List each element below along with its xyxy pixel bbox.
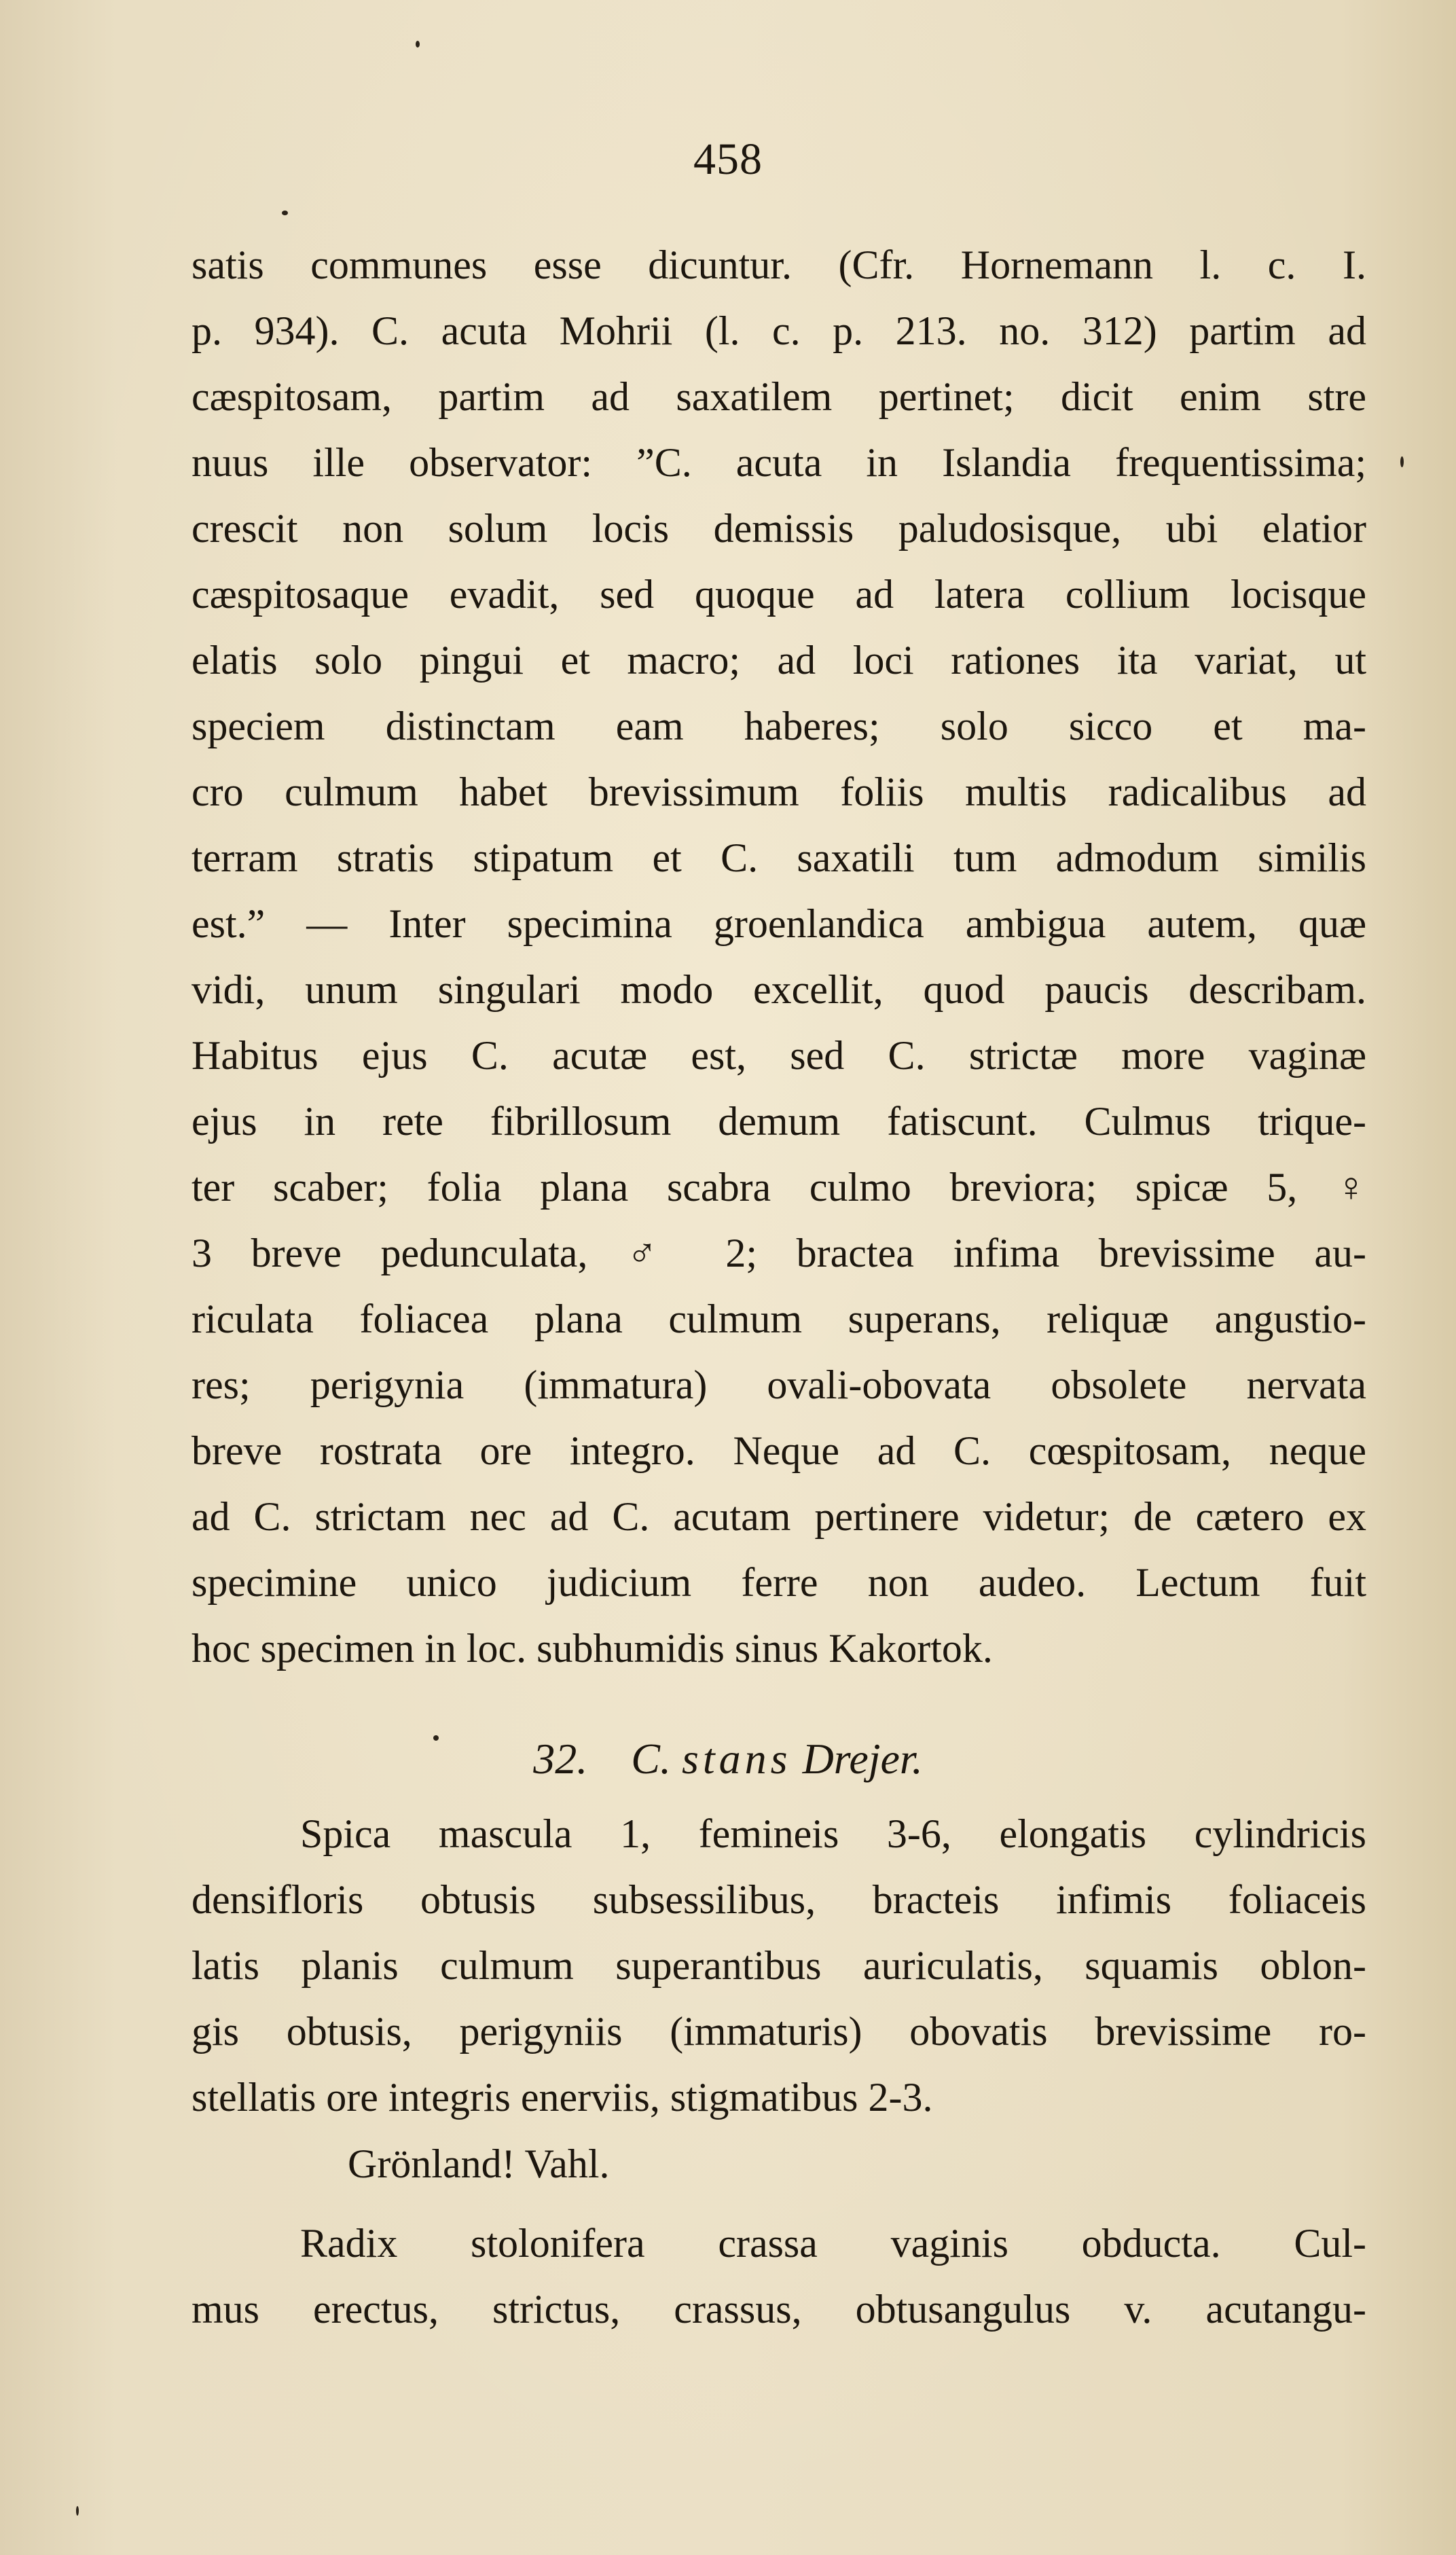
text-line: densifloris obtusis subsessilibus, bracteis infimis foliaceis bbox=[192, 1877, 1366, 1922]
ink-speck bbox=[1400, 456, 1404, 467]
ink-speck bbox=[282, 211, 288, 215]
text-line: cæspitosam, partim ad saxatilem pertinet; dicit enim stre bbox=[192, 374, 1366, 419]
text-line: p. 934). C. acuta Mohrii (l. c. p. 213. no. 312) partim ad bbox=[192, 308, 1366, 353]
text-line: Radix stolonifera crassa vaginis obducta. Cul- bbox=[300, 2221, 1366, 2266]
text-line: stellatis ore integris enerviis, stigmatibus 2-3. bbox=[192, 2075, 933, 2120]
text-line: gis obtusis, perigyniis (immaturis) obovatis brevissime ro- bbox=[192, 2009, 1366, 2054]
text-line: latis planis culmum superantibus auriculatis, squamis oblon- bbox=[192, 1943, 1366, 1988]
ink-speck bbox=[433, 1735, 439, 1741]
locality-text: Grönland! Vahl. bbox=[348, 2141, 610, 2186]
species-author: Drejer. bbox=[802, 1735, 923, 1783]
text-line: ejus in rete fibrillosum demum fatiscunt. Culmus trique- bbox=[192, 1099, 1366, 1144]
species-epithet: stans bbox=[681, 1735, 792, 1783]
species-genus: C. bbox=[631, 1735, 671, 1783]
text-line: elatis solo pingui et macro; ad loci rationes ita variat, ut bbox=[192, 638, 1366, 683]
text-line: cro culmum habet brevissimum foliis multis radicalibus ad bbox=[192, 769, 1366, 814]
text-line: speciem distinctam eam haberes; solo sicco et ma- bbox=[192, 704, 1366, 748]
text-line: Spica mascula 1, femineis 3-6, elongatis cylindricis bbox=[300, 1811, 1366, 1856]
text-line: breve rostrata ore integro. Neque ad C. cœspitosam, neque bbox=[192, 1428, 1366, 1473]
ink-speck bbox=[76, 2506, 79, 2516]
text-line: hoc specimen in loc. subhumidis sinus Kakortok. bbox=[192, 1626, 993, 1671]
text-line: vidi, unum singulari modo excellit, quod paucis describam. bbox=[192, 967, 1366, 1012]
text-line: satis communes esse dicuntur. (Cfr. Hornemann l. c. I. bbox=[192, 242, 1366, 287]
page-number: 458 bbox=[693, 134, 763, 184]
text-line: riculata foliacea plana culmum superans, reliquæ angustio- bbox=[192, 1297, 1366, 1341]
species-number: 32. bbox=[533, 1735, 588, 1783]
text-line: cæspitosaque evadit, sed quoque ad latera collium locisque bbox=[192, 572, 1366, 617]
text-line: nuus ille observator: ”C. acuta in Islandia frequentissima; bbox=[192, 440, 1366, 485]
text-line: crescit non solum locis demissis paludosisque, ubi elatior bbox=[192, 506, 1366, 551]
text-line: res; perigynia (immatura) ovali-obovata obsolete nervata bbox=[192, 1362, 1366, 1407]
text-line: ter scaber; folia plana scabra culmo breviora; spicæ 5, ♀ bbox=[192, 1165, 1366, 1210]
text-line: specimine unico judicium ferre non audeo. Lectum fuit bbox=[192, 1560, 1366, 1605]
text-line: est.” — Inter specimina groenlandica ambigua autem, quæ bbox=[192, 901, 1366, 946]
text-line: mus erectus, strictus, crassus, obtusangulus v. acutangu- bbox=[192, 2287, 1366, 2332]
text-line: ad C. strictam nec ad C. acutam pertinere videtur; de cætero ex bbox=[192, 1494, 1366, 1539]
species-heading bbox=[0, 1725, 1456, 1793]
ink-speck bbox=[416, 41, 420, 48]
text-line: Habitus ejus C. acutæ est, sed C. strictæ more vaginæ bbox=[192, 1033, 1366, 1078]
text-line: terram stratis stipatum et C. saxatili tum admodum similis bbox=[192, 835, 1366, 880]
text-line: 3 breve pedunculata, ♂ 2; bractea infima brevissime au- bbox=[192, 1231, 1366, 1275]
